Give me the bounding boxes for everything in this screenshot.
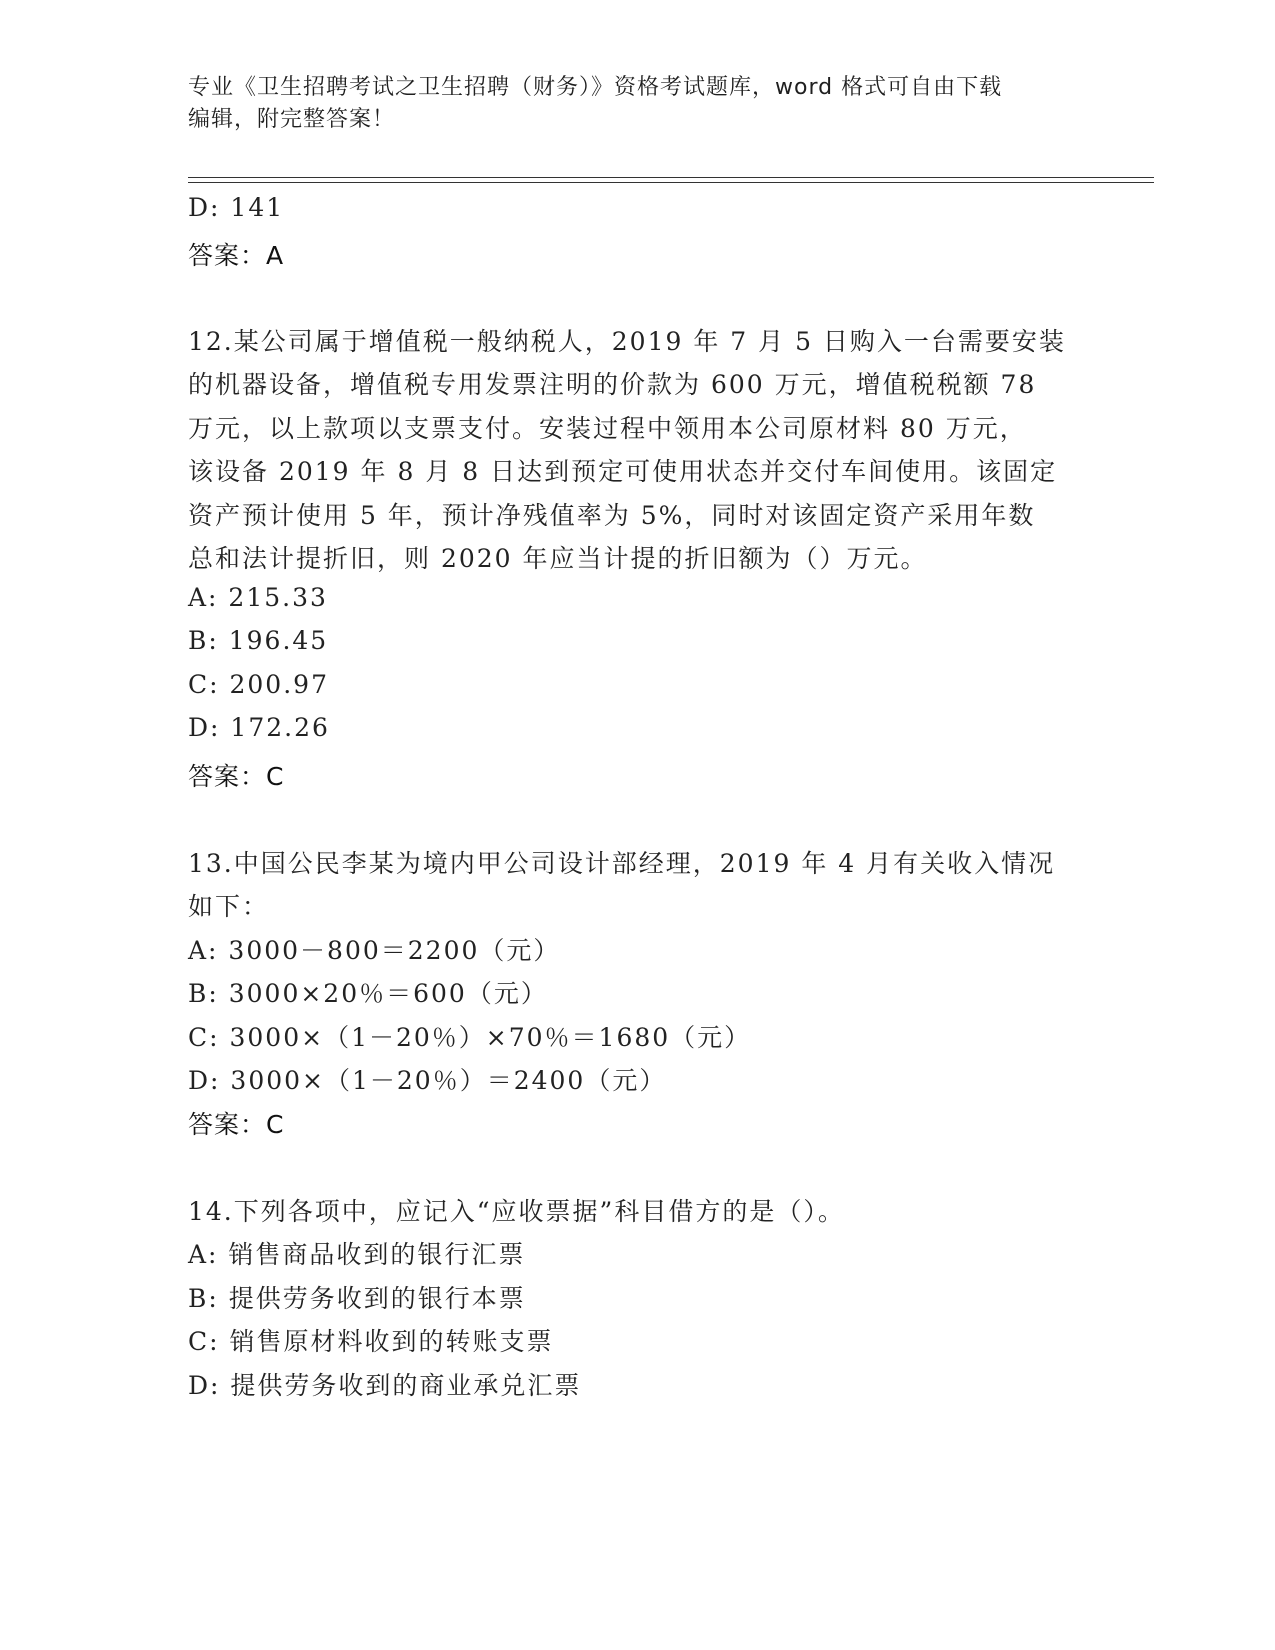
header-line-2: 编辑，附完整答案！ [188, 107, 396, 132]
header-divider-top [188, 177, 1154, 178]
q12-line-5: 资产预计使用 5 年，预计净残值率为 5%，同时对该固定资产采用年数 [188, 501, 1036, 530]
q13-option-b: B: 3000×20％＝600（元） [188, 979, 548, 1008]
q12-option-a: A: 215.33 [188, 583, 328, 612]
q14-option-b: B: 提供劳务收到的银行本票 [188, 1284, 526, 1313]
header-line-1: 专业《卫生招聘考试之卫生招聘（财务）》资格考试题库，word 格式可自由下载 [188, 75, 1003, 100]
q14-option-a: A: 销售商品收到的银行汇票 [188, 1240, 526, 1269]
q12-line-2: 的机器设备，增值税专用发票注明的价款为 600 万元，增值税税额 78 [188, 370, 1037, 399]
q13-option-d: D: 3000×（1－20％）＝2400（元） [188, 1066, 667, 1095]
q13-line-2: 如下： [188, 892, 270, 921]
q12-option-c: C: 200.97 [188, 670, 329, 699]
q13-answer: 答案：C [188, 1110, 285, 1139]
header-divider-bottom [188, 182, 1154, 183]
q12-line-1: 12.某公司属于增值税一般纳税人，2019 年 7 月 5 日购入一台需要安装 [188, 327, 1066, 356]
q12-line-6: 总和法计提折旧，则 2020 年应当计提的折旧额为（）万元。 [188, 544, 928, 573]
q14-option-c: C: 销售原材料收到的转账支票 [188, 1327, 554, 1356]
q12-option-d: D: 172.26 [188, 713, 330, 742]
document-header [188, 72, 1068, 136]
prev-answer: 答案：A [188, 241, 285, 270]
prev-option-d: D: 141 [188, 193, 285, 222]
q13-option-a: A: 3000－800＝2200（元） [188, 936, 561, 965]
q12-line-3: 万元，以上款项以支票支付。安装过程中领用本公司原材料 80 万元， [188, 414, 1027, 443]
q14-option-d: D: 提供劳务收到的商业承兑汇票 [188, 1371, 582, 1400]
q13-line-1: 13.中国公民李某为境内甲公司设计部经理，2019 年 4 月有关收入情况 [188, 849, 1056, 878]
q12-line-4: 该设备 2019 年 8 月 8 日达到预定可使用状态并交付车间使用。该固定 [188, 457, 1058, 486]
q14-line-1: 14.下列各项中，应记入“应收票据”科目借方的是（）。 [188, 1197, 845, 1226]
q13-option-c: C: 3000×（1－20％）×70％＝1680（元） [188, 1023, 752, 1052]
q12-option-b: B: 196.45 [188, 626, 329, 655]
q12-answer: 答案：C [188, 762, 285, 791]
